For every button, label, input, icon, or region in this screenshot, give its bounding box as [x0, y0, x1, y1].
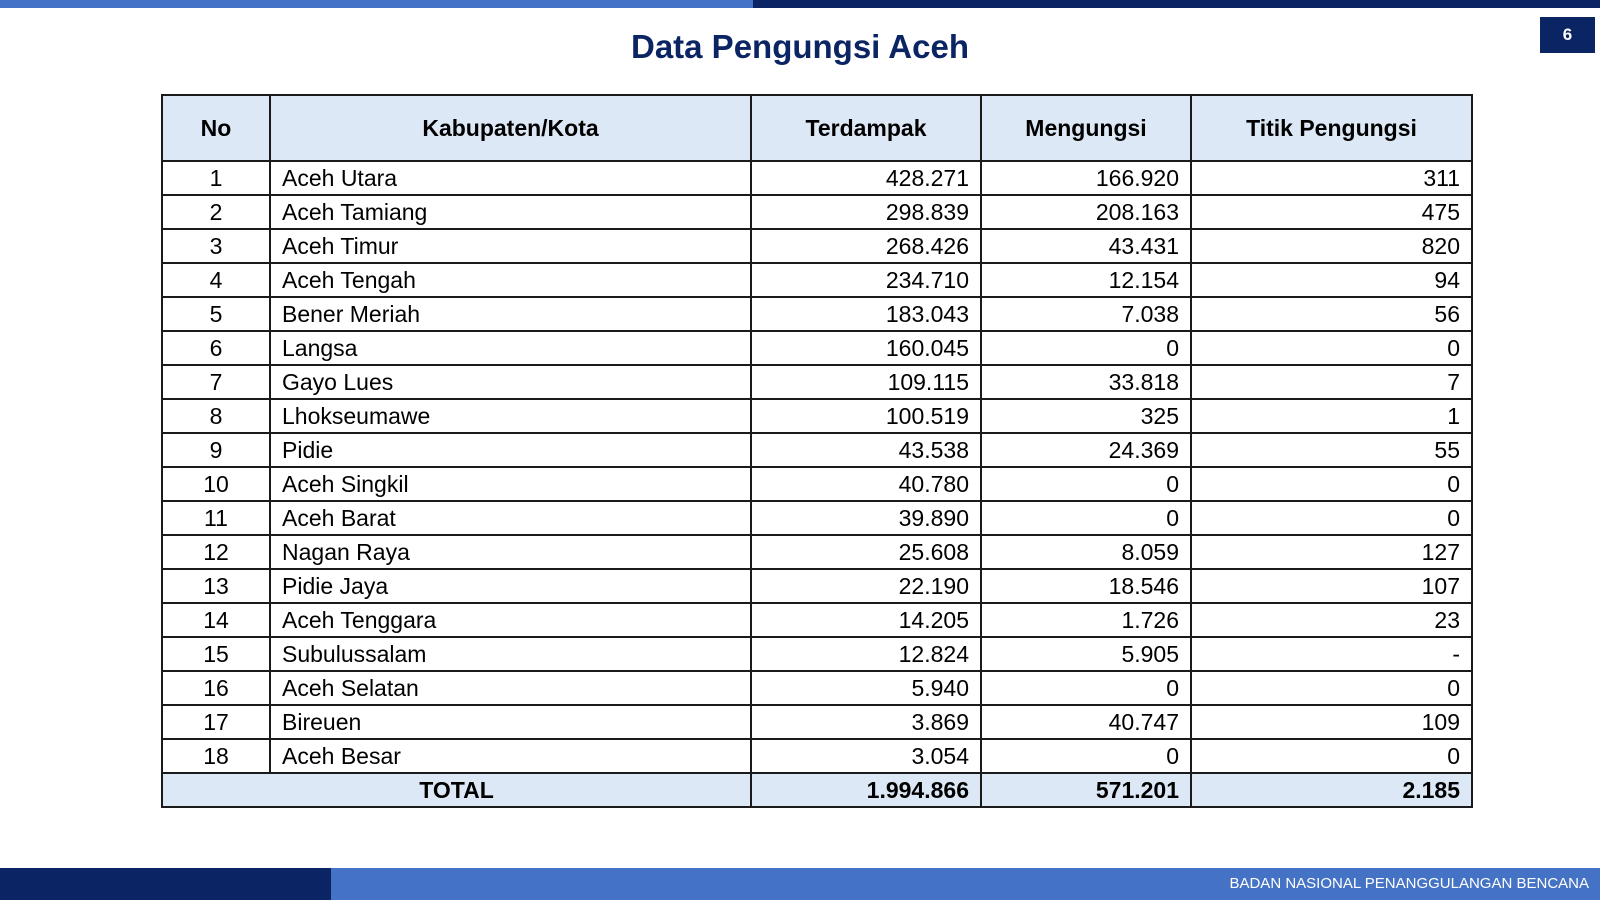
cell-no: 12: [162, 535, 270, 569]
cell-kabupaten-kota: Aceh Barat: [270, 501, 751, 535]
page-number-badge: 6: [1540, 17, 1595, 53]
cell-mengungsi: 33.818: [981, 365, 1191, 399]
cell-kabupaten-kota: Pidie Jaya: [270, 569, 751, 603]
cell-terdampak: 100.519: [751, 399, 981, 433]
cell-no: 18: [162, 739, 270, 773]
cell-mengungsi: 166.920: [981, 161, 1191, 195]
cell-titik-pengungsi: 7: [1191, 365, 1472, 399]
cell-terdampak: 3.054: [751, 739, 981, 773]
cell-no: 11: [162, 501, 270, 535]
total-label: TOTAL: [162, 773, 751, 807]
cell-kabupaten-kota: Lhokseumawe: [270, 399, 751, 433]
table-row: [162, 297, 1472, 331]
cell-no: 16: [162, 671, 270, 705]
cell-terdampak: 428.271: [751, 161, 981, 195]
table-row: [162, 331, 1472, 365]
cell-terdampak: 43.538: [751, 433, 981, 467]
cell-titik-pengungsi: 1: [1191, 399, 1472, 433]
column-header-kabupaten-kota: Kabupaten/Kota: [270, 95, 751, 161]
cell-mengungsi: 40.747: [981, 705, 1191, 739]
cell-no: 6: [162, 331, 270, 365]
table-header-row: [162, 95, 1472, 161]
table-row: [162, 161, 1472, 195]
cell-no: 17: [162, 705, 270, 739]
cell-kabupaten-kota: Aceh Tenggara: [270, 603, 751, 637]
cell-titik-pengungsi: 0: [1191, 331, 1472, 365]
cell-mengungsi: 325: [981, 399, 1191, 433]
table-row: [162, 501, 1472, 535]
cell-no: 2: [162, 195, 270, 229]
cell-terdampak: 39.890: [751, 501, 981, 535]
cell-kabupaten-kota: Aceh Tengah: [270, 263, 751, 297]
cell-kabupaten-kota: Aceh Timur: [270, 229, 751, 263]
cell-terdampak: 298.839: [751, 195, 981, 229]
cell-kabupaten-kota: Aceh Selatan: [270, 671, 751, 705]
cell-titik-pengungsi: 0: [1191, 739, 1472, 773]
total-mengungsi: 571.201: [981, 773, 1191, 807]
cell-no: 9: [162, 433, 270, 467]
top-accent-bar: [0, 0, 1600, 8]
table-row: [162, 705, 1472, 739]
cell-mengungsi: 208.163: [981, 195, 1191, 229]
cell-titik-pengungsi: 56: [1191, 297, 1472, 331]
cell-titik-pengungsi: 0: [1191, 467, 1472, 501]
cell-kabupaten-kota: Aceh Utara: [270, 161, 751, 195]
cell-kabupaten-kota: Pidie: [270, 433, 751, 467]
cell-titik-pengungsi: 0: [1191, 501, 1472, 535]
cell-no: 8: [162, 399, 270, 433]
cell-no: 1: [162, 161, 270, 195]
cell-terdampak: 109.115: [751, 365, 981, 399]
cell-titik-pengungsi: 55: [1191, 433, 1472, 467]
cell-titik-pengungsi: 94: [1191, 263, 1472, 297]
table-row: [162, 195, 1472, 229]
footer-bar-dark: [0, 868, 331, 900]
cell-kabupaten-kota: Aceh Singkil: [270, 467, 751, 501]
table-row: [162, 365, 1472, 399]
table-row: [162, 433, 1472, 467]
total-titik-pengungsi: 2.185: [1191, 773, 1472, 807]
cell-mengungsi: 0: [981, 671, 1191, 705]
page-title: Data Pengungsi Aceh: [630, 28, 969, 65]
cell-no: 15: [162, 637, 270, 671]
cell-terdampak: 5.940: [751, 671, 981, 705]
cell-no: 3: [162, 229, 270, 263]
column-header-mengungsi: Mengungsi: [981, 95, 1191, 161]
cell-mengungsi: 1.726: [981, 603, 1191, 637]
cell-mengungsi: 0: [981, 501, 1191, 535]
table-row: [162, 229, 1472, 263]
cell-mengungsi: 8.059: [981, 535, 1191, 569]
cell-kabupaten-kota: Langsa: [270, 331, 751, 365]
cell-terdampak: 183.043: [751, 297, 981, 331]
cell-titik-pengungsi: 107: [1191, 569, 1472, 603]
table-row: [162, 399, 1472, 433]
cell-no: 4: [162, 263, 270, 297]
table-row: [162, 739, 1472, 773]
cell-mengungsi: 18.546: [981, 569, 1191, 603]
column-header-no: No: [162, 95, 270, 161]
cell-titik-pengungsi: 0: [1191, 671, 1472, 705]
table-row: [162, 467, 1472, 501]
cell-mengungsi: 24.369: [981, 433, 1191, 467]
footer-bar: [0, 868, 1600, 900]
column-header-terdampak: Terdampak: [751, 95, 981, 161]
cell-no: 14: [162, 603, 270, 637]
cell-terdampak: 234.710: [751, 263, 981, 297]
table-row: [162, 671, 1472, 705]
top-accent-bar-dark: [753, 0, 1600, 8]
cell-terdampak: 22.190: [751, 569, 981, 603]
cell-kabupaten-kota: Gayo Lues: [270, 365, 751, 399]
cell-titik-pengungsi: 820: [1191, 229, 1472, 263]
cell-terdampak: 25.608: [751, 535, 981, 569]
cell-mengungsi: 0: [981, 467, 1191, 501]
table-row: [162, 637, 1472, 671]
cell-titik-pengungsi: 127: [1191, 535, 1472, 569]
cell-mengungsi: 43.431: [981, 229, 1191, 263]
table-row: [162, 603, 1472, 637]
table-total-row: [162, 773, 1472, 807]
cell-mengungsi: 5.905: [981, 637, 1191, 671]
table-row: [162, 263, 1472, 297]
cell-titik-pengungsi: 475: [1191, 195, 1472, 229]
cell-mengungsi: 0: [981, 331, 1191, 365]
cell-titik-pengungsi: 311: [1191, 161, 1472, 195]
total-terdampak: 1.994.866: [751, 773, 981, 807]
cell-titik-pengungsi: -: [1191, 637, 1472, 671]
cell-no: 13: [162, 569, 270, 603]
cell-titik-pengungsi: 109: [1191, 705, 1472, 739]
cell-no: 7: [162, 365, 270, 399]
cell-terdampak: 3.869: [751, 705, 981, 739]
column-header-titik-pengungsi: Titik Pengungsi: [1191, 95, 1472, 161]
cell-kabupaten-kota: Bener Meriah: [270, 297, 751, 331]
cell-kabupaten-kota: Nagan Raya: [270, 535, 751, 569]
cell-kabupaten-kota: Aceh Tamiang: [270, 195, 751, 229]
cell-mengungsi: 7.038: [981, 297, 1191, 331]
footer-organization-name: BADAN NASIONAL PENANGGULANGAN BENCANA: [1229, 875, 1589, 892]
refugee-data-table: [161, 94, 1473, 808]
cell-terdampak: 12.824: [751, 637, 981, 671]
table-row: [162, 535, 1472, 569]
top-accent-bar-light: [0, 0, 753, 8]
cell-kabupaten-kota: Aceh Besar: [270, 739, 751, 773]
cell-kabupaten-kota: Bireuen: [270, 705, 751, 739]
cell-no: 5: [162, 297, 270, 331]
table-row: [162, 569, 1472, 603]
cell-kabupaten-kota: Subulussalam: [270, 637, 751, 671]
cell-terdampak: 14.205: [751, 603, 981, 637]
cell-mengungsi: 0: [981, 739, 1191, 773]
cell-mengungsi: 12.154: [981, 263, 1191, 297]
cell-terdampak: 268.426: [751, 229, 981, 263]
cell-titik-pengungsi: 23: [1191, 603, 1472, 637]
cell-no: 10: [162, 467, 270, 501]
cell-terdampak: 160.045: [751, 331, 981, 365]
cell-terdampak: 40.780: [751, 467, 981, 501]
